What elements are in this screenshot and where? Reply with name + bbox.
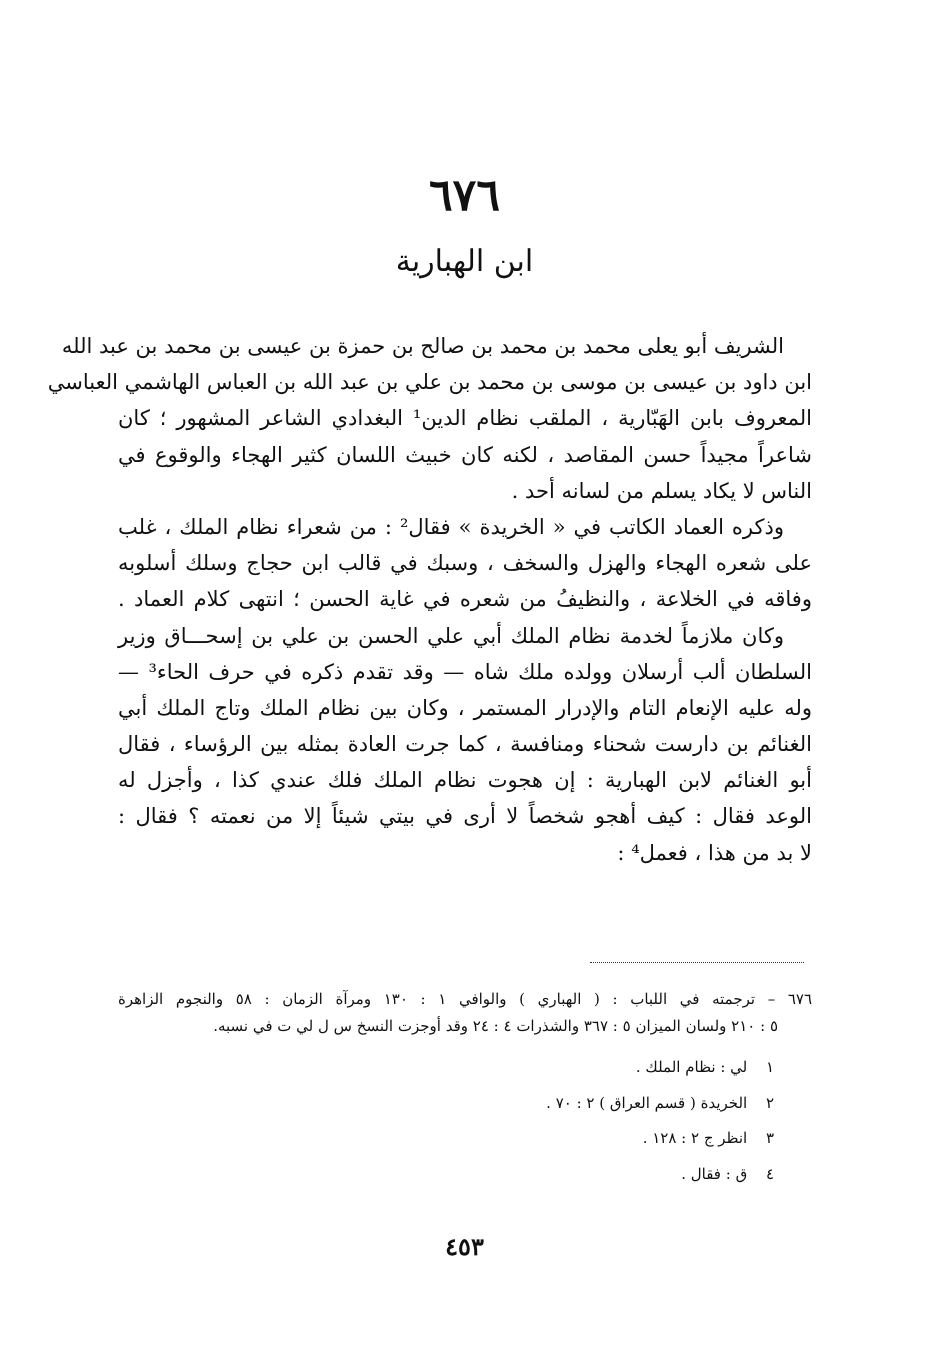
footnote-list (118, 1050, 812, 1192)
footnotes-section (118, 986, 812, 1192)
footnote-number: ٢ (765, 1093, 774, 1112)
footnote-text: الخريدة ( قسم العراق ) ٢ : ٧٠ . (546, 1093, 748, 1112)
sources-note: ٦٧٦ – ترجمته في اللباب : ( الهباري ) والوافي ١ : ١٣٠ ومرآة الزمان : ٥٨ والنجوم الزاهرة (118, 990, 813, 1008)
footnote-item (118, 1121, 812, 1157)
body-line: الشريف أبو يعلى محمد بن محمد بن صالح بن حمزة بن عيسى بن محمد بن عبد الله (61, 334, 784, 358)
body-line: أبو الغنائم لابن الهبارية : إن هجوت نظام الملك فلك عندي كذا ، وأجزل له (118, 768, 812, 793)
body-line: شاعراً مجيداً حسن المقاصد ، لكنه كان خبيث اللسان كثير الهجاء والوقوع في (118, 442, 812, 467)
footnote-item (118, 1157, 812, 1193)
body-line: وفاقه في الخلاعة ، والنظيفُ من شعره في غاية الحسن ؛ انتهى كلام العماد . (118, 587, 812, 612)
body-line: وذكره العماد الكاتب في « الخريدة » فقال² : من شعراء نظام الملك ، غلب (118, 514, 784, 539)
footnote-item (118, 1086, 812, 1122)
footnote-number: ٣ (765, 1129, 774, 1147)
page-number: ٤٥٣ (445, 1232, 484, 1261)
body-line: وكان ملازماً لخدمة نظام الملك أبي علي الحسن بن علي بن إسحـــاق وزير (118, 623, 784, 648)
body-line: ابن داود بن عيسى بن موسى بن محمد بن علي بن عبد الله بن العباس الهاشمي العباسي (47, 370, 812, 395)
body-line: على شعره الهجاء والهزل والسخف ، وسبك في قالب ابن حجاج وسلك أسلوبه (118, 551, 812, 576)
footnote-number: ١ (765, 1058, 774, 1076)
entry-number: ٦٧٦ (429, 170, 500, 221)
body-line: الناس لا يكاد يسلم من لسانه أحد . (511, 478, 812, 503)
body-line: الوعد فقال : كيف أهجو شخصاً لا أرى في بيتي شيئاً إلا من نعمته ؟ فقال : (118, 804, 812, 829)
footnote-text: ق : فقال . (681, 1164, 748, 1183)
footnote-text: انظر ج ٢ : ١٢٨ . (642, 1129, 748, 1147)
sources-note-continued: ٥ : ٢١٠ ولسان الميزان ٥ : ٣٦٧ والشذرات ٤ : ٢٤ وقد أوجزت النسخ س ل لي ت في نسبه. (213, 1017, 778, 1035)
body-text (47, 328, 812, 871)
footnote-text: لي : نظام الملك . (635, 1058, 748, 1076)
body-line: السلطان ألب أرسلان وولده ملك شاه — وقد تقدم ذكره في حرف الحاء³ — (118, 659, 812, 684)
footnote-divider (590, 962, 804, 963)
body-line: وله عليه الإنعام التام والإدرار المستمر ، وكان بين نظام الملك وتاج الملك أبي (118, 695, 812, 720)
body-line: لا بد من هذا ، فعمل⁴ : (617, 840, 812, 865)
entry-title: ابن الهبارية (395, 244, 534, 279)
body-line: الغنائم بن دارست شحناء ومنافسة ، كما جرت العادة بمثله بين الرؤساء ، فقال (118, 732, 812, 757)
footnote-number: ٤ (765, 1164, 774, 1183)
body-line: المعروف بابن الهَبّارية ، الملقب نظام الدين¹ البغدادي الشاعر المشهور ؛ كان (118, 406, 812, 431)
footnote-item (118, 1050, 812, 1086)
